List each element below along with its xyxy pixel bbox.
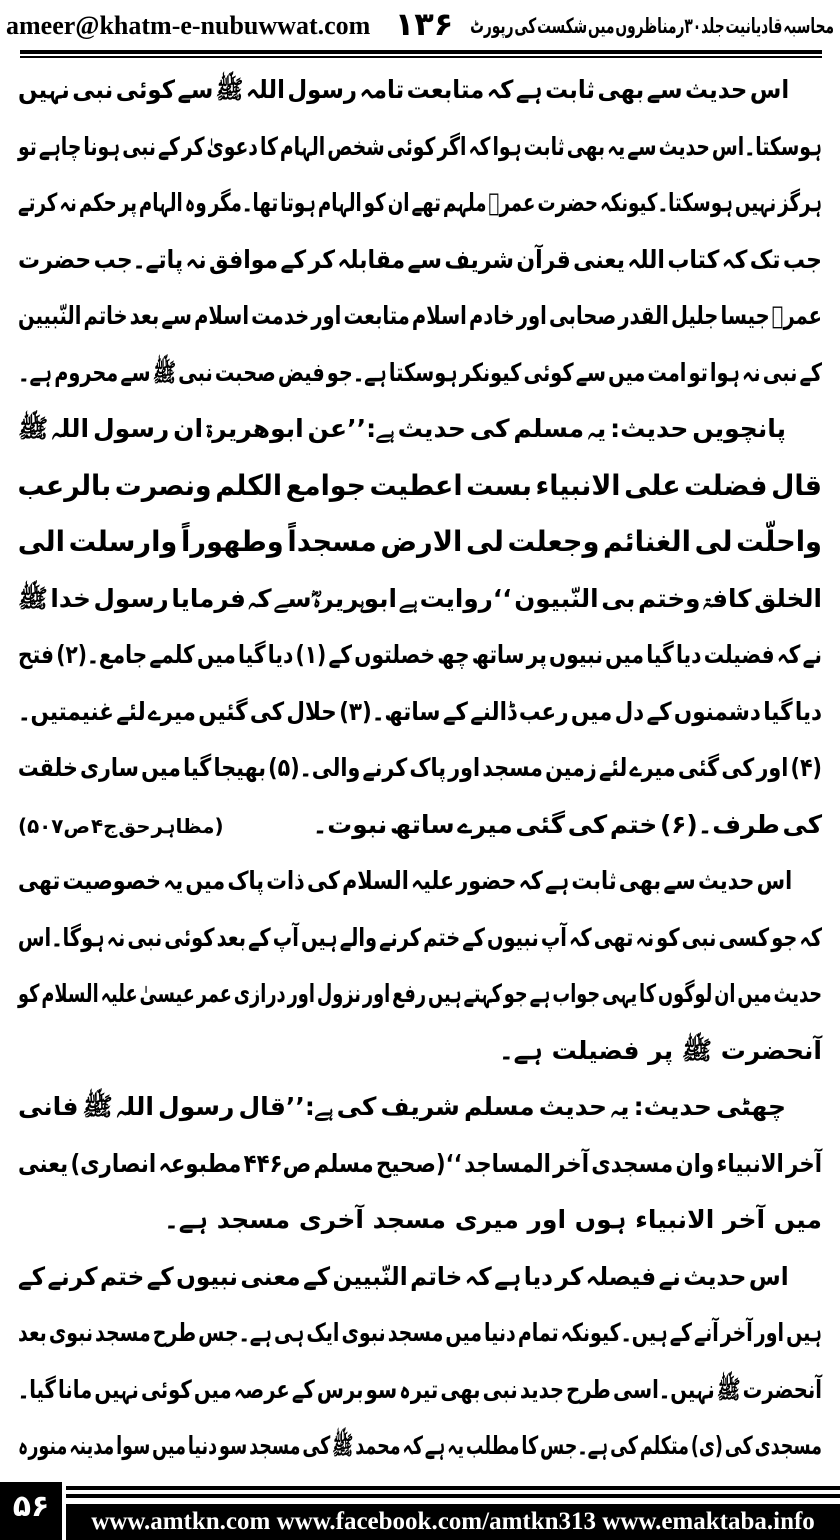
arabic-text-line: قال فضلت علی الانبیاء بست اعطیت جوامع الکلم ونصرت بالرعب	[17, 468, 822, 502]
footer-page-number: ۵۶	[0, 1482, 62, 1540]
text-line: اس حدیث سے بھی ثابت ہے کہ متابعت تامہ رسول اللہ ﷺ سے کوئی نبی نہیں	[17, 75, 790, 104]
header-book-title: محاسبہ قادیانیت جلد۳۰رمناظروں میں شکست کی رپورٹ	[470, 14, 834, 38]
text-line: چھٹی حدیث: یہ حدیث مسلم شریف کی ہے:’’قال رسول اللہ ﷺ فانی	[18, 1092, 786, 1121]
text-line: جب تک کہ کتاب اللہ یعنی قرآن شریف سے مقابلہ کر کے موافق نہ پاتے۔جب حضرت	[17, 244, 822, 274]
text-line: اس حدیث سے بھی ثابت ہے کہ حضور علیہ السلام کی ذات پاک میں یہ خصوصیت تھی	[18, 866, 793, 895]
arabic-text-line: واحلّت لی الغنائم وجعلت لی الارض مسجداً وطھوراً وارسلت الی	[17, 525, 822, 558]
header-email: ameer@khatm-e-nubuwwat.com	[6, 11, 371, 40]
text-line: آنحضرت ﷺ پر فضیلت ہے۔	[498, 1035, 822, 1065]
text-line: نے کہ فضیلت دیا گیا میں نبیوں پر ساتھ چھ خصلتوں کے (۱) دیا گیا میں کلمے جامع۔(۲) فتح	[18, 640, 822, 669]
footer-links: www.amtkn.com www.facebook.com/amtkn313 www.emaktaba.info	[66, 1504, 840, 1540]
text-line: دیا گیا دشمنوں کے دل میں رعب ڈالنے کے ساتھ۔(۳) حلال کی گئیں میرے لئے غنیمتیں۔	[17, 696, 823, 726]
text-line: الخلق کافۃ وختم بی النّبیون ‘‘روایت ہے ابوہریرہؓ سے کہ فرمایا رسول خدا ﷺ	[17, 583, 822, 613]
text-line-main: کی طرف۔(۶) ختم کی گئی میرے ساتھ نبوت۔	[312, 809, 822, 839]
text-line: میں آخر الانبیاء ہوں اور میری مسجد آخری مسجد ہے۔	[164, 1205, 822, 1234]
text-line: ہرگز نہیں ہوسکتا۔کیونکہ حضرت عمرؓ ملہم تھے ان کو الہام ہوتا تھا۔مگر وہ الہام پر حکم نہ کرتے	[18, 188, 822, 217]
text-line: کے نبی نہ ہوا تو امت میں سے کوئی کیونکر ہوسکتا ہے۔جو فیض صحبت نبی ﷺ سے محروم ہے۔	[18, 357, 822, 387]
page-footer	[0, 1482, 840, 1540]
header-rule-thin	[20, 56, 822, 58]
text-line: آخر الانبیاء وان مسجدی آخر المساجد ‘‘(صحیح مسلم ص۴۴۶ مطبوعہ انصاری) یعنی	[17, 1148, 823, 1178]
page-header	[0, 0, 840, 50]
footer-rule	[66, 1486, 840, 1490]
footer-rule	[66, 1494, 840, 1498]
header-rule	[20, 50, 822, 54]
text-line: عمرؓ جیسا جلیل القدر صحابی اور خادم اسلام متابعت اور خدمت اسلام سے بعد خاتم النّبیین	[18, 301, 822, 330]
text-line: اس حدیث نے فیصلہ کر دیا ہے کہ خاتم النّبیین کے معنی نبیوں کے ختم کرنے کے	[18, 1261, 789, 1291]
text-line: ہوسکتا۔اس حدیث سے یہ بھی ثابت ہوا کہ اگر کوئی شخص الہام کا دعویٰ کر کے نبی ہونا چاہے تو	[18, 131, 822, 161]
page-body	[18, 62, 822, 1475]
text-line: ہیں اور آخر آنے کے ہیں۔کیونکہ تمام دنیا میں مسجد نبوی ایک ہی ہے۔جس طرح مسجد نبوی بعد	[17, 1318, 822, 1347]
text-line: پانچویں حدیث: یہ مسلم کی حدیث ہے:’’عن ابوھریرۃ ان رسول اللہ ﷺ	[18, 414, 786, 443]
text-line: مسجدی کی (ی) متکلم کی ہے۔جس کا مطلب یہ ہے کہ محمد ﷺ کی مسجد سو دنیا میں سوا مدینہ منورہ	[18, 1431, 822, 1460]
text-line	[18, 797, 822, 854]
text-line: آنحضرت ﷺ نہیں۔اسی طرح جدید نبی بھی تیرہ سو برس کے عرصہ میں کوئی نہیں مانا گیا۔	[17, 1374, 822, 1404]
text-line: (۴) اور کی گئی میرے لئے زمین مسجد اور پاک کرنے والی۔(۵) بھیجا گیا میں ساری خلقت	[17, 753, 822, 782]
header-page-number: ۱۳۶	[394, 5, 454, 43]
reference-citation: (مظاہر حق ج۴ ص۵۰۷)	[18, 813, 224, 838]
text-line: حدیث میں ان لوگوں کا یہی جواب ہے جو کہتے ہیں رفع اور نزول اور درازی عمر عیسیٰ علیہ السلام کو	[18, 979, 822, 1008]
text-line: کہ جو کسی نبی کو نہ تھی کہ آپ نبیوں کے ختم کرنے والے ہیں آپ کے بعد کوئی نبی نہ ہوگا۔اس	[17, 922, 822, 952]
